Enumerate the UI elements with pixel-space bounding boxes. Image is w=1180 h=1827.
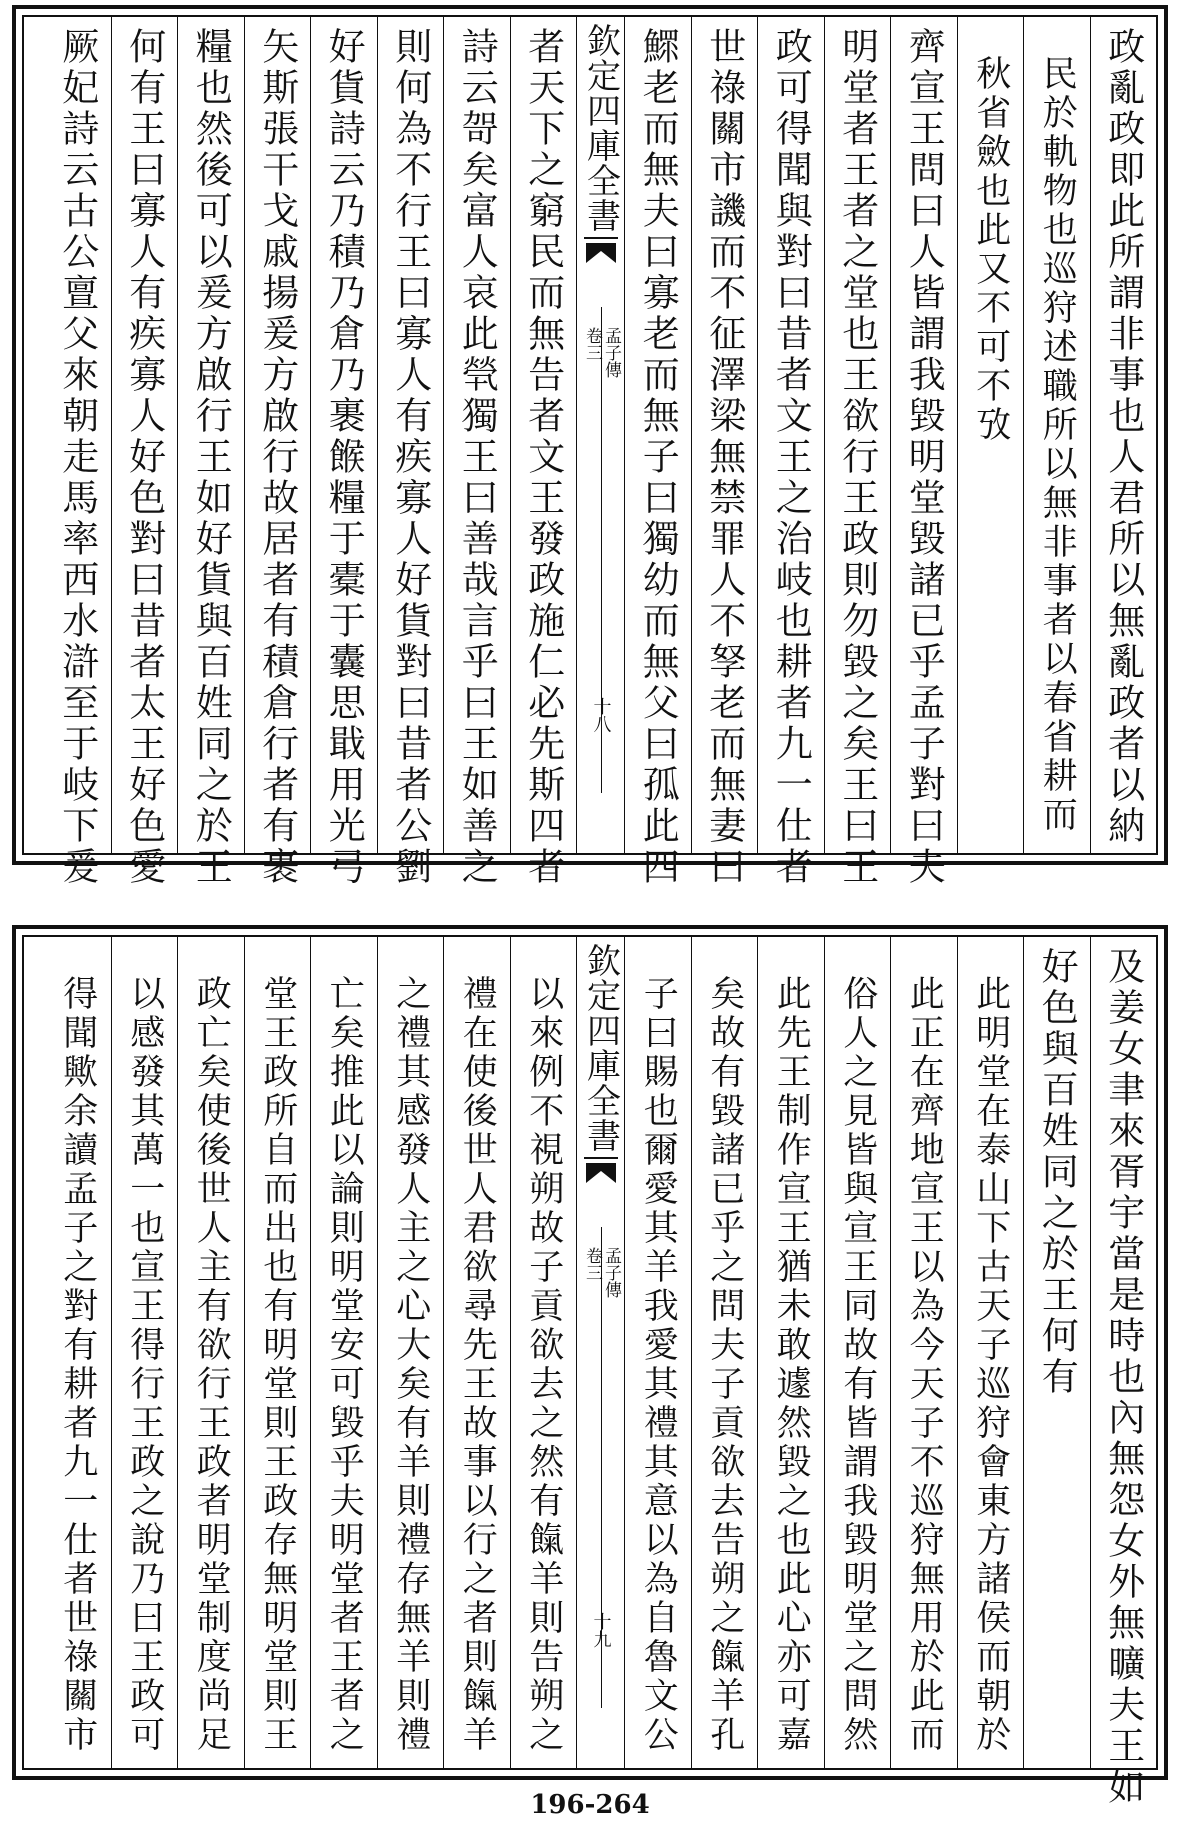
spine-volume: 卷三	[582, 327, 602, 361]
text-column	[1023, 937, 1090, 1768]
text-column	[244, 937, 311, 1768]
column-text: 此正在齊地宣王以為今天子不巡狩無用於此而	[904, 975, 945, 1755]
fish-tail-mark-icon	[586, 243, 616, 265]
column-text: 矣故有毀諸已乎之問夫子貢欲去告朔之餼羊孔	[704, 975, 745, 1755]
spine-book-info	[583, 327, 619, 378]
text-column	[1090, 937, 1157, 1808]
column-text: 得聞歟余讀孟子之對有耕者九一仕者世祿關市	[57, 975, 98, 1755]
column-text: 鰥老而無夫曰寡老而無子曰獨幼而無父曰孤此四	[636, 27, 680, 888]
column-text: 矢斯張干戈戚揚爰方啟行故居者有積倉行者有裹	[255, 27, 299, 888]
column-text: 厥妃詩云古公亶父來朝走馬率西水滸至于岐下爰	[55, 27, 99, 888]
text-column	[957, 17, 1024, 853]
text-column	[177, 937, 244, 1768]
text-column	[757, 17, 824, 888]
column-text: 明堂者王者之堂也王欲行王政則勿毀之矣王曰王	[835, 27, 879, 888]
column-text: 政可得聞與對曰昔者文王之治岐也耕者九一仕者	[769, 27, 813, 888]
text-column	[244, 17, 311, 888]
spine-title: 欽定四庫全書	[584, 943, 618, 1159]
text-column	[890, 17, 957, 888]
text-column	[443, 937, 510, 1768]
spine-page-number: 十八	[590, 697, 612, 733]
column-text: 政亂政即此所謂非事也人君所以無亂政者以納	[1101, 27, 1145, 847]
column-text: 齊宣王問曰人皆謂我毀明堂毀諸已乎孟子對曰夫	[902, 27, 946, 888]
column-text: 好貨詩云乃積乃倉乃裹餱糧于橐于囊思戢用光弓	[322, 27, 366, 888]
text-column	[377, 17, 444, 888]
spine-book-info	[583, 1247, 619, 1298]
spine-book: 孟子傳	[601, 327, 621, 378]
column-text: 民於軌物也巡狩述職所以無非事者以春省耕而	[1037, 55, 1078, 835]
top-page	[12, 5, 1168, 888]
spine-page-number: 十九	[590, 1612, 612, 1648]
column-text: 之禮其感發人主之心大矣有羊則禮存無羊則禮	[390, 975, 431, 1755]
column-text: 糧也然後可以爰方啟行王如好貨與百姓同之於王	[189, 27, 233, 888]
column-text: 此先王制作宣王猶未敢遽然毀之也此心亦可嘉	[771, 975, 812, 1755]
text-column	[443, 17, 510, 888]
column-text: 則何為不行王曰寡人有疾寡人好貨對曰昔者公劉	[388, 27, 432, 888]
column-text: 政亡矣使後世人主有欲行王政者明堂制度尚足	[191, 975, 232, 1755]
text-column	[510, 937, 577, 1768]
column-text: 秋省斂也此又不可不攷	[970, 55, 1011, 445]
text-column	[310, 17, 377, 888]
column-text: 俗人之見皆與宣王同故有皆謂我毀明堂之問然	[837, 975, 878, 1755]
column-text: 以來例不視朔故子貢欲去之然有餼羊則告朔之	[523, 975, 564, 1755]
text-column	[44, 937, 111, 1768]
fish-tail-mark-icon	[586, 1163, 616, 1185]
column-text: 以感發其萬一也宣王得行王政之說乃曰王政可	[124, 975, 165, 1755]
column-text: 亡矣推此以論則明堂安可毀乎夫明堂者王者之	[324, 975, 365, 1755]
text-column	[111, 937, 178, 1768]
text-column	[177, 17, 244, 888]
column-text: 好色與百姓同之於王何有	[1035, 947, 1079, 1398]
text-column	[824, 937, 891, 1768]
column-text: 詩云哿矣富人哀此煢獨王曰善哉言乎曰王如善之	[455, 27, 499, 888]
top-page-frame	[22, 15, 1158, 888]
spine-center-column	[576, 937, 624, 1768]
spine-center-column	[576, 17, 624, 853]
spine-volume: 卷三	[582, 1247, 602, 1281]
text-column	[44, 17, 111, 888]
column-text: 堂王政所自而出也有明堂則王政存無明堂則王	[257, 975, 298, 1755]
column-text: 及姜女聿來胥宇當是時也內無怨女外無曠夫王如	[1101, 947, 1145, 1808]
column-text: 禮在使後世人君欲尋先王故事以行之者則餼羊	[457, 975, 498, 1755]
column-text: 世祿關市譏而不征澤梁無禁罪人不孥老而無妻曰	[702, 27, 746, 888]
text-column	[824, 17, 891, 888]
text-column	[377, 937, 444, 1768]
page-footer-number: 196-264	[530, 1790, 650, 1820]
text-column	[624, 17, 691, 888]
spine-title: 欽定四庫全書	[584, 23, 618, 239]
text-column	[1023, 17, 1090, 853]
text-column	[310, 937, 377, 1768]
text-column	[957, 937, 1024, 1768]
column-text: 此明堂在泰山下古天子巡狩會東方諸侯而朝於	[970, 975, 1011, 1755]
top-page-columns	[24, 17, 1156, 888]
text-column	[691, 937, 758, 1768]
text-column	[890, 937, 957, 1768]
text-column	[624, 937, 691, 1768]
text-column	[757, 937, 824, 1768]
text-column	[691, 17, 758, 888]
text-column	[111, 17, 178, 888]
text-column	[1090, 17, 1157, 853]
column-text: 子曰賜也爾愛其羊我愛其禮其意以為自魯文公	[638, 975, 679, 1755]
column-text: 者天下之窮民而無告者文王發政施仁必先斯四者	[521, 27, 565, 888]
column-text: 何有王曰寡人有疾寡人好色對曰昔者太王好色愛	[122, 27, 166, 888]
text-column	[510, 17, 577, 888]
spine-book: 孟子傳	[601, 1247, 621, 1298]
